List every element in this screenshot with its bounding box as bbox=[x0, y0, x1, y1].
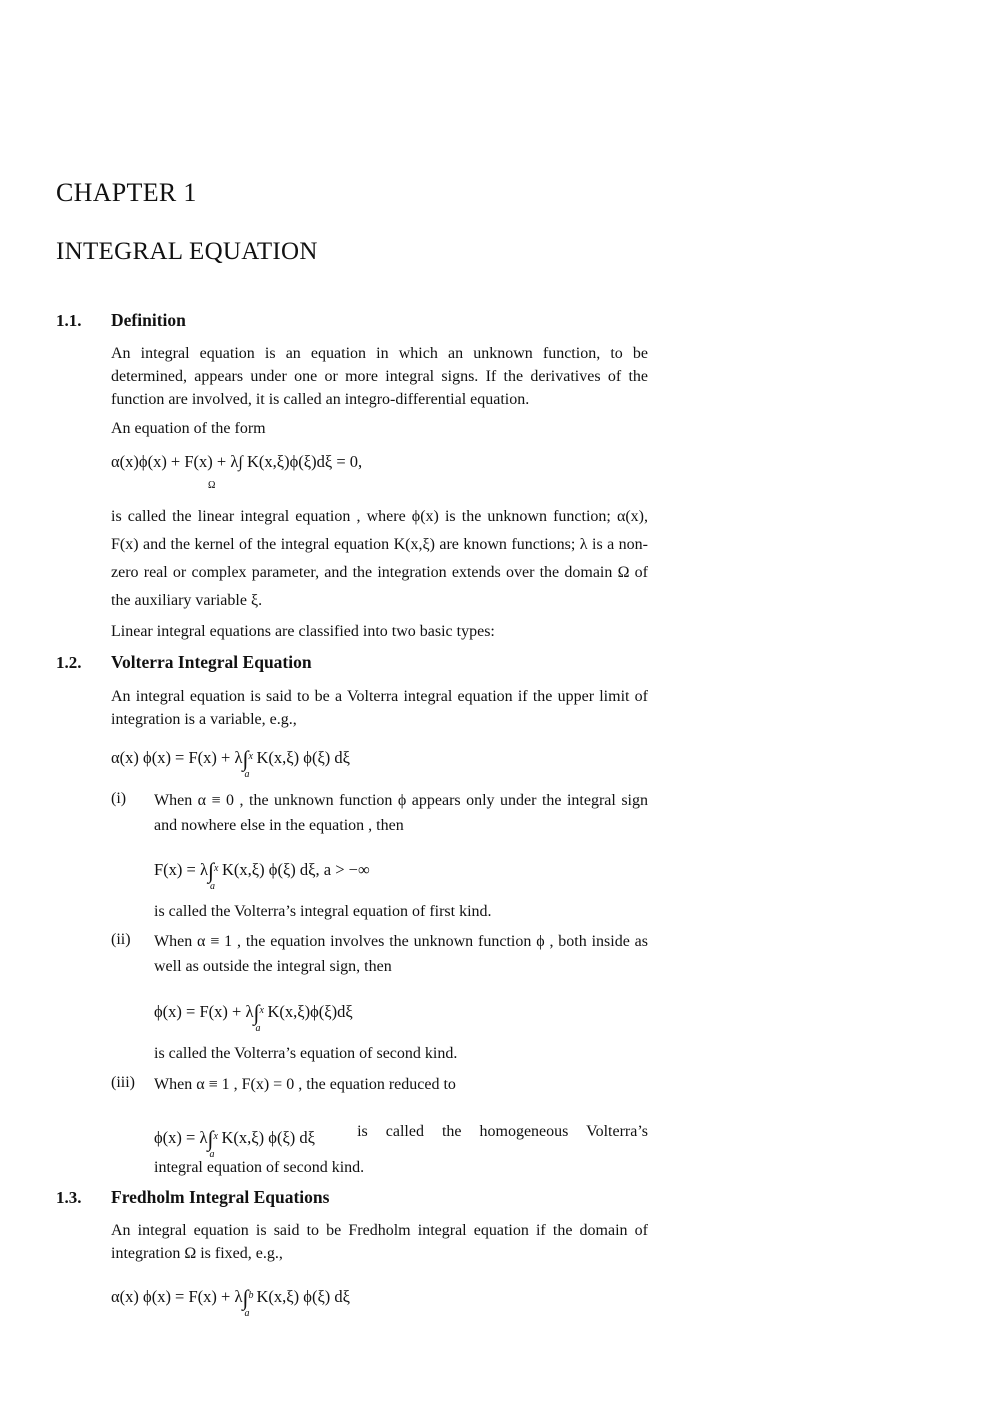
domain-omega-subscript: Ω bbox=[208, 480, 216, 491]
section-number-1-1: 1.1. bbox=[56, 311, 82, 330]
classification-sentence: Linear integral equations are classified into two basic types: bbox=[111, 623, 495, 640]
section-heading-volterra: Volterra Integral Equation bbox=[111, 652, 312, 672]
chapter-title: INTEGRAL EQUATION bbox=[56, 238, 318, 265]
linear-integral-equation: α(x)ϕ(x) + F(x) + λ∫ K(x,ξ)ϕ(ξ)dξ = 0, bbox=[111, 452, 363, 471]
section-number-1-2: 1.2. bbox=[56, 653, 82, 672]
fredholm-intro: An integral equation is said to be Fredholm integral equation if the domain of integration Ω is fixed, e.g., bbox=[111, 1222, 648, 1262]
fredholm-equation: α(x) ϕ(x) = F(x) + λ∫ b a K(x,ξ) ϕ(ξ) dξ bbox=[111, 1285, 351, 1319]
chapter-label: CHAPTER 1 bbox=[56, 178, 197, 207]
case-i-after: is called the Volterra’s integral equation of first kind. bbox=[154, 903, 492, 920]
case-iii-text: When α ≡ 1 , F(x) = 0 , the equation reduced to bbox=[154, 1076, 456, 1093]
linear-equation-explanation: is called the linear integral equation , where ϕ(x) is the unknown function; α(x), F(x) and the kernel of the integral equation K(x,ξ) are known functions; λ is a non-zero real or complex parameter, and the integration extends over the domain Ω of the auxiliary variable ξ. bbox=[111, 508, 648, 609]
volterra-general-equation: α(x) ϕ(x) = F(x) + λ∫ x a K(x,ξ) ϕ(ξ) dξ bbox=[111, 746, 351, 780]
case-iii-after: integral equation of second kind. bbox=[154, 1159, 365, 1176]
integral-sign: ∫ bbox=[242, 746, 249, 771]
volterra-first-kind-equation: F(x) = λ∫ x a K(x,ξ) ϕ(ξ) dξ, a > −∞ bbox=[154, 858, 370, 892]
definition-paragraph: An integral equation is an equation in which an unknown function, to be determined, appears under one or more integral signs. If the derivatives of the function are involved, it is called an integro-differential equation. bbox=[111, 345, 648, 408]
homogeneous-volterra-equation: ϕ(x) = λ∫ x a K(x,ξ) ϕ(ξ) dξ is called the homogeneous Volterra’s bbox=[154, 1123, 648, 1160]
case-ii-text: When α ≡ 1 , the equation involves the unknown function ϕ , both inside as well as outside the integral sign, then bbox=[154, 933, 648, 975]
case-label-i: (i) bbox=[111, 790, 127, 807]
case-ii-after: is called the Volterra’s equation of second kind. bbox=[154, 1045, 458, 1062]
case-label-ii: (ii) bbox=[111, 931, 131, 948]
volterra-intro: An integral equation is said to be a Volterra integral equation if the upper limit of integration is a variable, e.g., bbox=[111, 688, 648, 728]
volterra-second-kind-equation: ϕ(x) = F(x) + λ∫ x a K(x,ξ)ϕ(ξ)dξ bbox=[154, 1000, 353, 1034]
section-number-1-3: 1.3. bbox=[56, 1188, 82, 1207]
section-heading-fredholm: Fredholm Integral Equations bbox=[111, 1187, 330, 1207]
equation-form-intro: An equation of the form bbox=[111, 420, 266, 437]
case-i-text: When α ≡ 0 , the unknown function ϕ appears only under the integral sign and nowhere else in the equation , then bbox=[154, 792, 648, 834]
case-label-iii: (iii) bbox=[111, 1074, 135, 1091]
section-heading-definition: Definition bbox=[111, 310, 186, 330]
